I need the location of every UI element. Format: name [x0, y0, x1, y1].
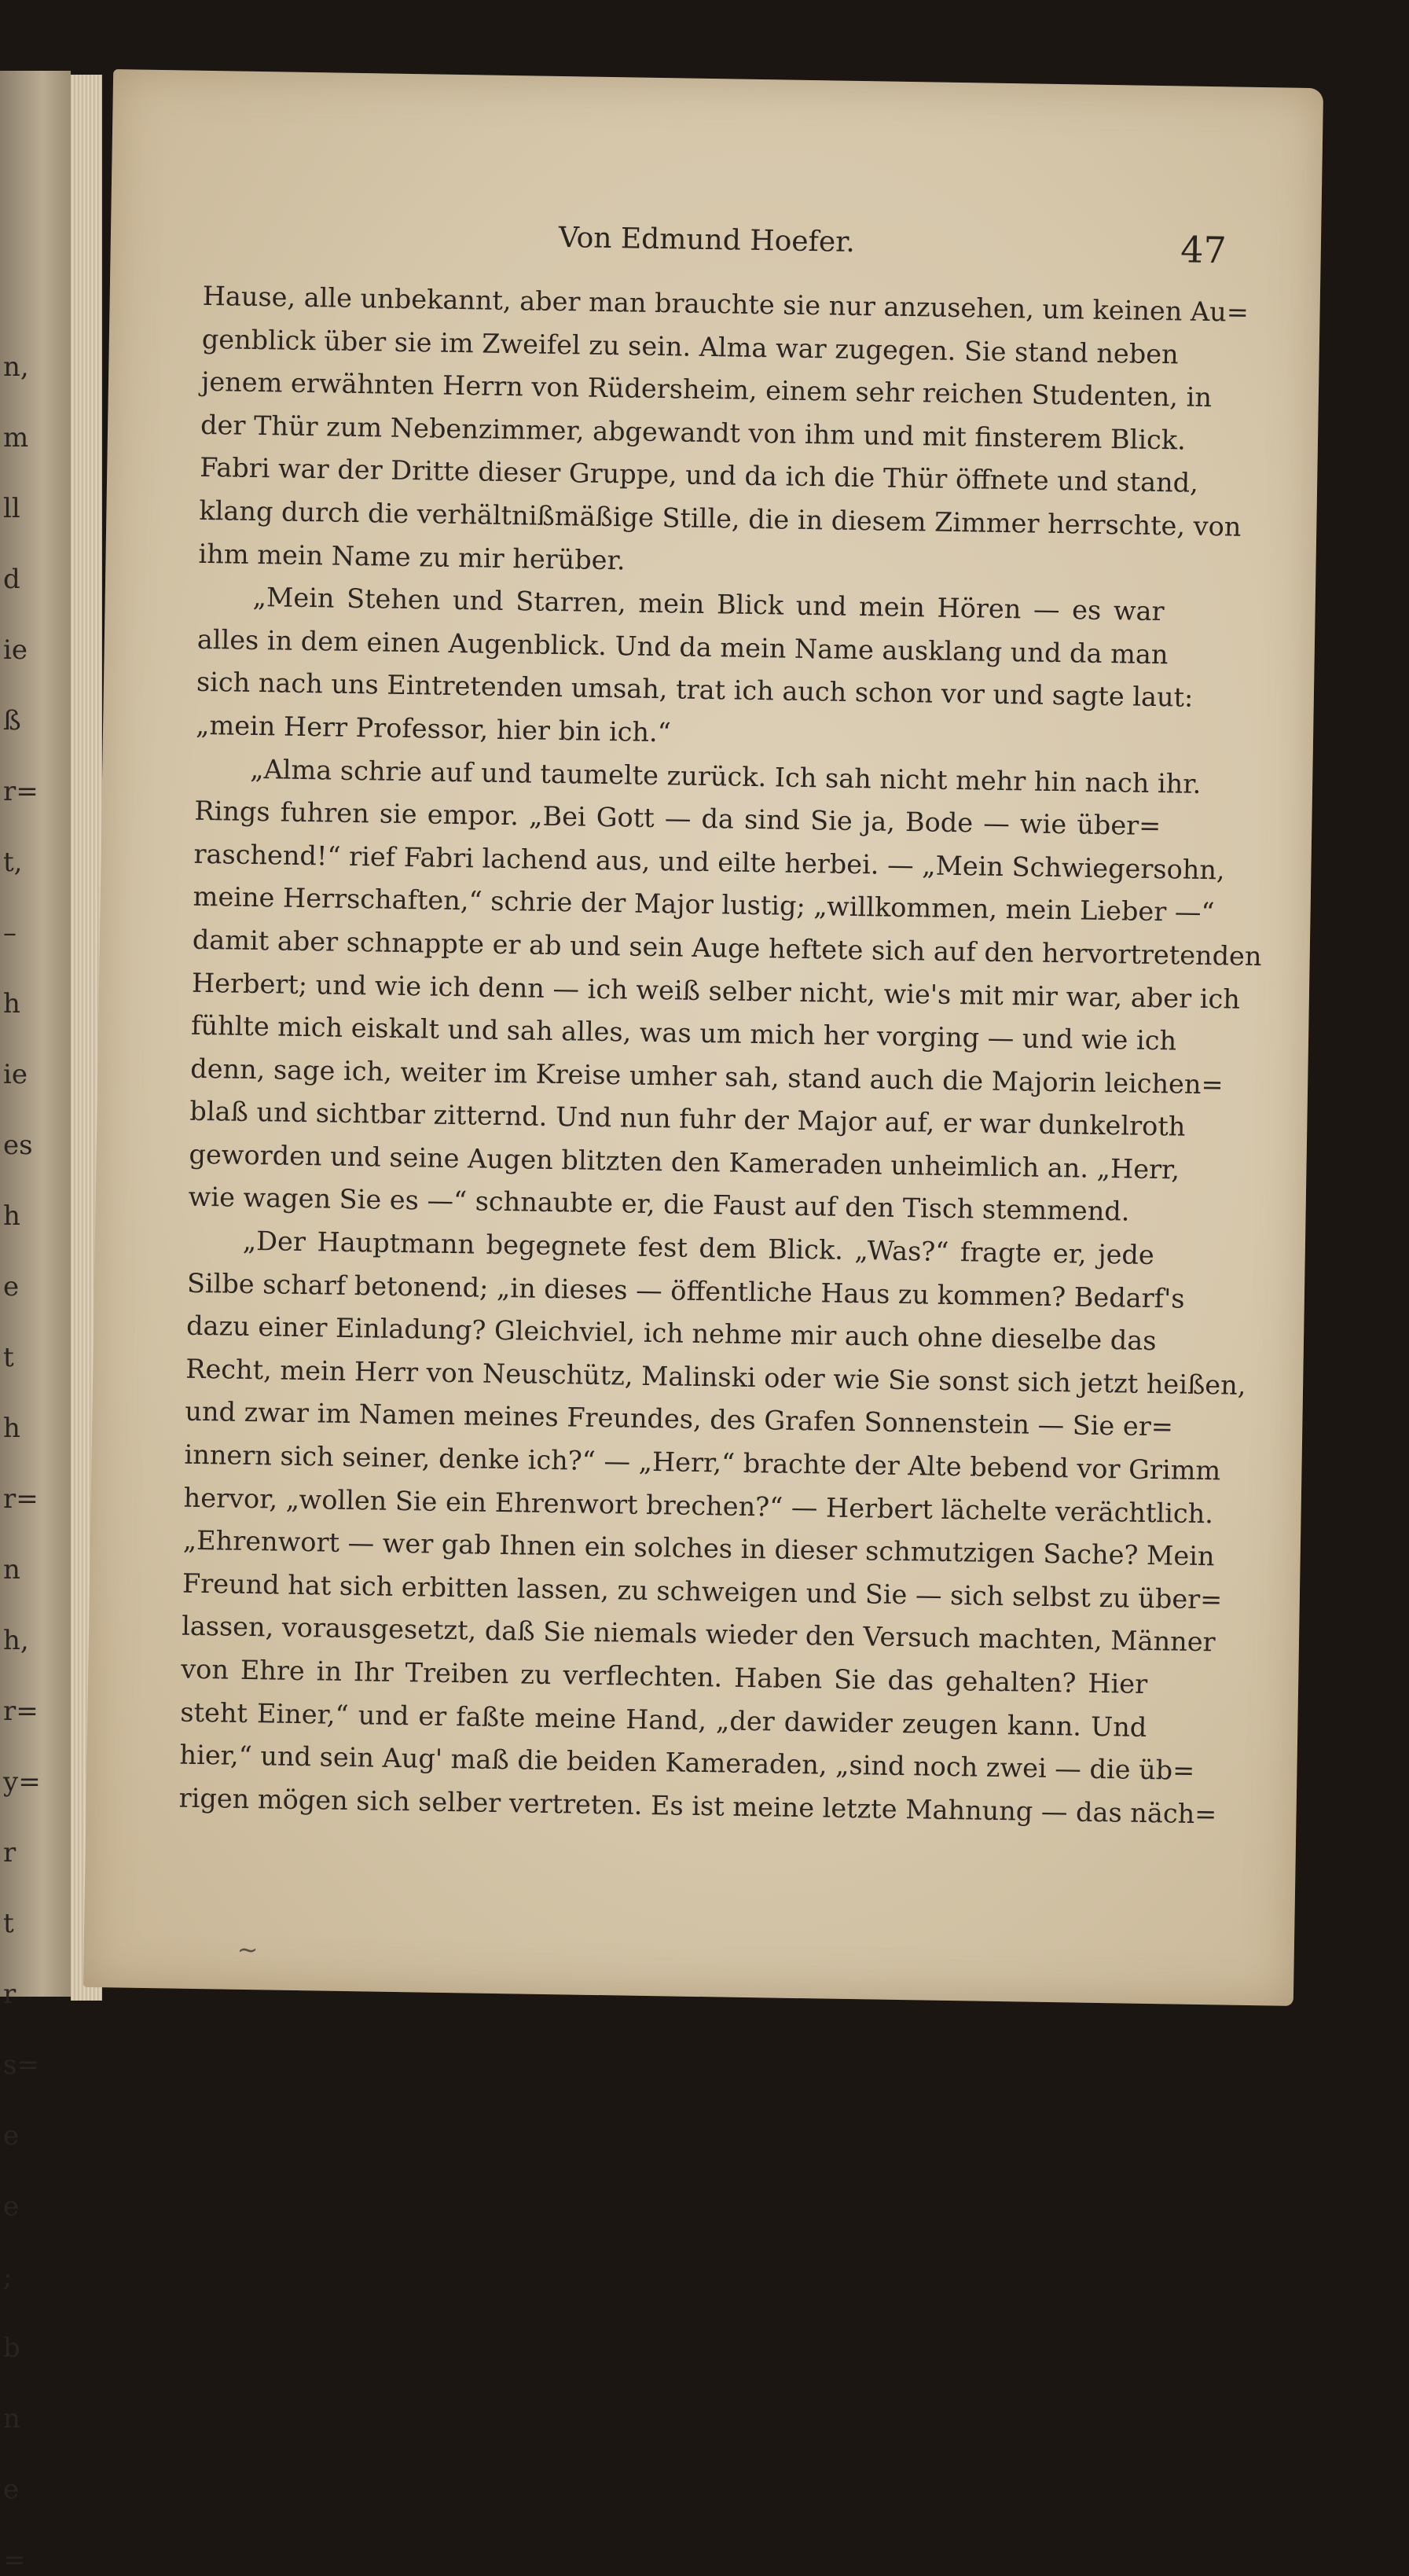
left-page-fragment: d [3, 564, 20, 595]
text-line: hervor, „wollen Sie ein Ehrenwort brechen?“ — Herbert lächelte verächtlich. [183, 1482, 1214, 1529]
left-page-fragment: r [3, 1979, 17, 2010]
left-page-fragment: t [3, 1908, 14, 1939]
text-line: Rings fuhren sie empor. „Bei Gott — da sind Sie ja, Bode — wie über= [194, 795, 1161, 842]
text-line: geworden und seine Augen blitzten den Kameraden unheimlich an. „Herr, [189, 1138, 1180, 1185]
left-page-fragment: h [3, 988, 20, 1020]
left-page-fragment: = [3, 2545, 26, 2576]
left-page-letters [3, 351, 41, 2576]
left-page-fragment: ß [3, 705, 21, 737]
text-line: damit aber schnappte er ab und sein Auge heftete sich auf den hervortretenden [192, 924, 1262, 972]
text-line: genblick über sie im Zweifel zu sein. Alma war zugegen. Sie stand neben [201, 323, 1179, 369]
text-line: jenem erwähnten Herrn von Rüdersheim, einem sehr reichen Studenten, in [200, 366, 1213, 413]
left-page-fragment: b [3, 2332, 20, 2364]
left-page-fragment: t [3, 1342, 14, 1373]
text-line: Herbert; und wie ich denn — ich weiß selber nicht, wie's mit mir war, aber ich [191, 967, 1241, 1015]
running-head: Von Edmund Hoefer. [558, 221, 856, 259]
left-page-fragment: h [3, 1413, 20, 1444]
text-line: Fabri war der Dritte dieser Gruppe, und da ich die Thür öffnete und stand, [200, 452, 1199, 499]
text-line: rigen mögen sich selber vertreten. Es ist meine letzte Mahnung — das näch= [178, 1782, 1217, 1830]
page-header [110, 215, 1321, 281]
text-line: Hause, alle unbekannt, aber man brauchte sie nur anzusehen, um keinen Au= [202, 280, 1249, 328]
text-line: lassen, vorausgesetzt, daß Sie niemals wieder den Versuch machten, Männer [181, 1611, 1216, 1658]
left-page-fragment: t, [3, 847, 23, 878]
text-line: ihm mein Name zu mir herüber. [198, 538, 626, 575]
text-line: dazu einer Einladung? Gleichviel, ich nehme mir auch ohne dieselbe das [185, 1310, 1157, 1357]
left-page-fragment: ie [3, 1059, 28, 1090]
text-line: sich nach uns Eintretenden umsah, trat ich auch schon vor und sagte laut: [196, 667, 1194, 714]
left-page-edge [0, 71, 71, 2576]
left-page-fragment: s= [3, 2049, 39, 2081]
left-page-fragment: ; [3, 2262, 13, 2293]
left-page-fragment: y= [3, 1766, 41, 1798]
text-line: Freund hat sich erbitten lassen, zu schweigen und Sie — sich selbst zu über= [182, 1567, 1223, 1615]
left-page-fragment: m [3, 422, 29, 454]
left-page-fragment: n [3, 1554, 20, 1586]
page-number: 47 [1180, 228, 1227, 272]
text-line: „Der Hauptmann begegnete fest dem Blick. „Was?“ fragte er, jede [242, 1225, 1155, 1271]
text-line: hier,“ und sein Aug' maß die beiden Kameraden, „sind noch zwei — die üb= [179, 1739, 1195, 1787]
text-line: alles in dem einen Augenblick. Und da mein Name ausklang und da man [196, 623, 1169, 670]
text-line: steht Einer,“ und er faßte meine Hand, „der dawider zeugen kann. Und [180, 1696, 1147, 1743]
left-page-fragment: es [3, 1130, 33, 1161]
left-page-fragment: – [3, 917, 17, 949]
text-line: innern sich seiner, denke ich?“ — „Herr,“ brachte der Alte bebend vor Grimm [184, 1439, 1221, 1486]
left-page-fragment: r= [3, 776, 39, 807]
text-line: raschend!“ rief Fabri lachend aus, und eilte herbei. — „Mein Schwiegersohn, [193, 838, 1225, 886]
printer-ornament: ~ [237, 1934, 259, 1965]
text-line: fühlte mich eiskalt und sah alles, was um mich her vorging — und wie ich [190, 1009, 1177, 1056]
left-page-fragment: e [3, 2120, 20, 2152]
text-line: „Mein Stehen und Starren, mein Blick und mein Hören — es war [252, 582, 1165, 627]
text-line: „Ehrenwort — wer gab Ihnen ein solches in dieser schmutzigen Sache? Mein [182, 1524, 1215, 1572]
left-page-fragment: r [3, 1837, 17, 1869]
left-page-fragment: e [3, 2191, 20, 2222]
text-line: von Ehre in Ihr Treiben zu verflechten. Haben Sie das gehalten? Hier [180, 1653, 1148, 1700]
left-page-fragment: r= [3, 1483, 39, 1515]
left-page-fragment: n [3, 2403, 20, 2435]
text-line: blaß und sichtbar zitternd. Und nun fuhr der Major auf, er war dunkelroth [189, 1096, 1186, 1142]
text-line: der Thür zum Nebenzimmer, abgewandt von ihm und mit finsterem Blick. [200, 409, 1187, 456]
text-line: und zwar im Namen meines Freundes, des Grafen Sonnenstein — Sie er= [185, 1396, 1174, 1442]
text-line: wie wagen Sie es —“ schnaubte er, die Faust auf den Tisch stemmend. [188, 1181, 1130, 1228]
left-page-fragment: h [3, 1200, 20, 1232]
text-line: Recht, mein Herr von Neuschütz, Malinski oder wie Sie sonst sich jetzt heißen, [185, 1353, 1246, 1401]
text-line: „Alma schrie auf und taumelte zurück. Ich sah nicht mehr hin nach ihr. [249, 753, 1202, 799]
left-page-fragment: n, [3, 351, 29, 383]
text-line: klang durch die verhältnißmäßige Stille, die in diesem Zimmer herrschte, von [199, 494, 1242, 542]
text-line: „mein Herr Professor, hier bin ich.“ [195, 709, 672, 748]
left-page-fragment: ie [3, 634, 28, 666]
left-page-fragment: h, [3, 1625, 29, 1656]
left-page-fragment: e [3, 1271, 20, 1303]
page-47 [83, 69, 1323, 2006]
left-page-fragment: ll [3, 493, 20, 524]
left-page-fragment: r= [3, 1696, 39, 1727]
text-line: meine Herrschaften,“ schrie der Major lustig; „willkommen, mein Lieber —“ [193, 881, 1215, 928]
left-page-fragment: e [3, 2474, 20, 2505]
text-line: Silbe scharf betonend; „in dieses — öffentliche Haus zu kommen? Bedarf's [186, 1267, 1185, 1314]
text-line: denn, sage ich, weiter im Kreise umher sah, stand auch die Majorin leichen= [190, 1053, 1224, 1101]
body-text [178, 275, 1262, 1835]
